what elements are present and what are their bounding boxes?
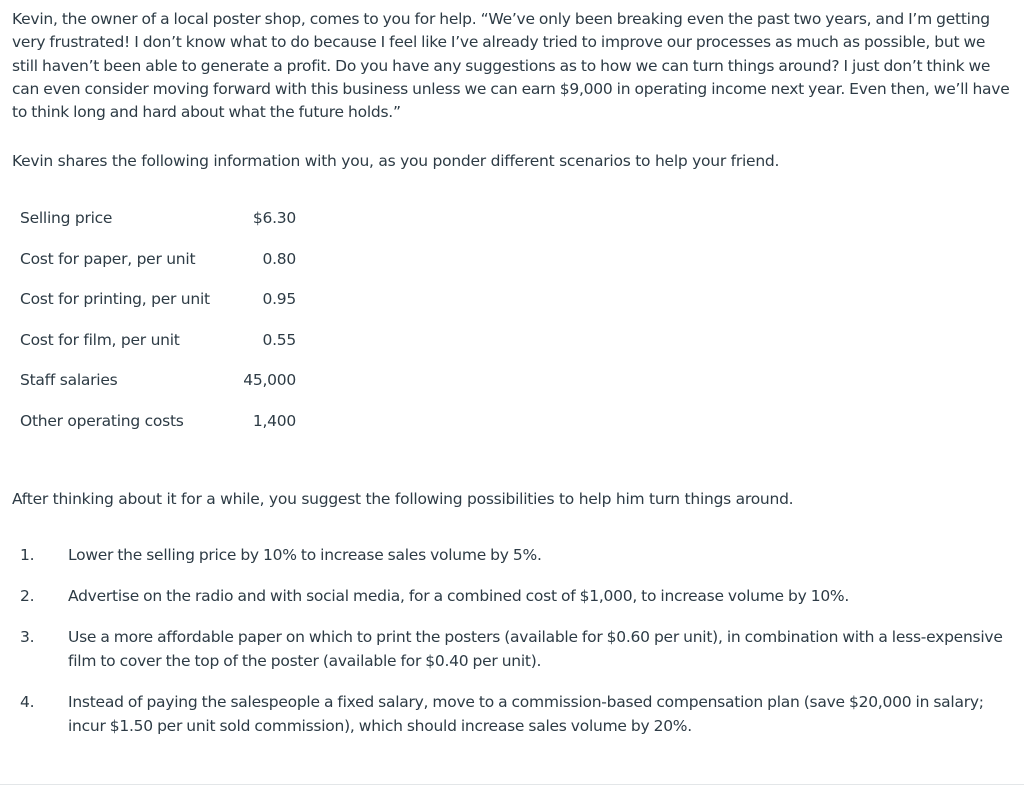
- list-item: [20, 584, 1010, 608]
- item-text: Use a more affordable paper on which to print the posters (available for $0.60 per unit), in combination with a less-expensive film to cover the top of the poster (available for $0.40 per unit).: [68, 628, 1003, 670]
- table-row: [20, 198, 310, 239]
- suggestions-lead-in: After thinking about it for a while, you suggest the following possibilities to help him turn things around.: [12, 490, 794, 508]
- table-row: [20, 320, 310, 361]
- row-value: 0.55: [262, 330, 296, 349]
- row-value: $6.30: [252, 209, 296, 228]
- item-text: Instead of paying the salespeople a fixed salary, move to a commission-based compensation plan (save $20,000 in salary; incur $1.50 per unit sold commission), which should increase sales volume by 20%.: [68, 693, 984, 735]
- bottom-divider: [0, 784, 1024, 785]
- row-label: Cost for film, per unit: [20, 330, 180, 349]
- list-item: [20, 690, 1010, 738]
- item-text: Lower the selling price by 10% to increase sales volume by 5%.: [68, 546, 542, 564]
- info-lead-in: Kevin shares the following information with you, as you ponder different scenarios to help your friend.: [12, 152, 780, 170]
- table-row: [20, 279, 310, 320]
- table-row: [20, 239, 310, 280]
- row-label: Cost for paper, per unit: [20, 249, 196, 268]
- item-number: 3.: [20, 628, 35, 646]
- row-label: Cost for printing, per unit: [20, 290, 210, 309]
- item-number: 2.: [20, 587, 35, 605]
- cost-table: [20, 198, 310, 441]
- options-list: [20, 543, 1010, 738]
- table-row: [20, 401, 310, 442]
- list-item: [20, 543, 1010, 567]
- table-row: [20, 360, 310, 401]
- row-label: Other operating costs: [20, 411, 184, 430]
- list-item: [20, 625, 1010, 673]
- item-text: Advertise on the radio and with social media, for a combined cost of $1,000, to increase volume by 10%.: [68, 587, 850, 605]
- row-value: 0.80: [262, 249, 296, 268]
- item-number: 4.: [20, 693, 35, 711]
- row-value: 1,400: [252, 411, 296, 430]
- row-value: 45,000: [243, 371, 296, 390]
- intro-paragraph: Kevin, the owner of a local poster shop, comes to you for help. “We’ve only been breaking even the past two years, and I’m getting very frustrated! I don’t know what to do because I feel like I’ve already tried to improve our processes as much as possible, but we still haven’t been able to generate a profit. Do you have any suggestions as to how we can turn things around? I just don’t think we can even consider moving forward with this business unless we can earn $9,000 in operating income next year. Even then, we’ll have to think long and hard about what the future holds.”: [12, 10, 1010, 122]
- row-label: Staff salaries: [20, 371, 118, 390]
- row-value: 0.95: [262, 290, 296, 309]
- item-number: 1.: [20, 546, 35, 564]
- row-label: Selling price: [20, 209, 113, 228]
